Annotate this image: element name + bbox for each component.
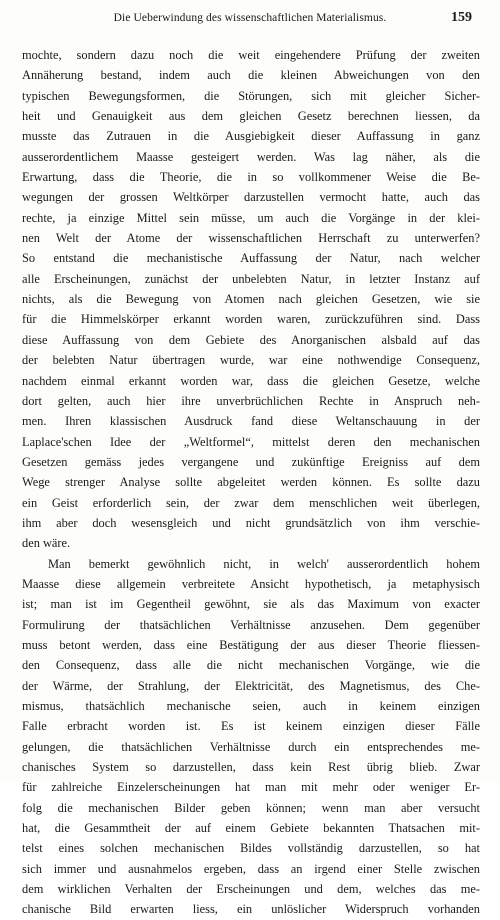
- text-line: Wege strenger Analyse sollte abgeleitet werden können. Es sollte dazu: [22, 475, 480, 490]
- text-line: Man bemerkt gewöhnlich nicht, in welch' ausserordentlich hohem: [48, 556, 480, 571]
- text-line: Formulirung der thatsächlichen Verhältnisse anzusehen. Dem gegenüber: [22, 617, 480, 632]
- text-line: für zahlreiche Einzelerscheinungen hat man mit mehr oder weniger Er-: [22, 780, 480, 795]
- text-line: Falle erbracht worden ist. Es ist keinem einzigen dieser Fälle: [22, 719, 480, 734]
- text-line: der Wärme, der Strahlung, der Elektricität, des Magnetismus, des Che-: [22, 678, 480, 693]
- text-line: ihm aber doch wesensgleich und nicht grundsätzlich von ihm verschie-: [22, 515, 480, 530]
- text-line: ein Geist erforderlich sein, der zwar dem menschlichen weit überlegen,: [22, 495, 480, 510]
- paragraph-2: [22, 554, 480, 920]
- text-line: alle Erscheinungen, zunächst der unbelebten Natur, in letzter Instanz auf: [22, 271, 480, 286]
- text-line: Annäherung bestand, indem auch die kleinen Abweichungen von den: [22, 68, 480, 83]
- text-line: den Consequenz, dass alle die nicht mechanischen Vorgänge, wie die: [22, 658, 480, 673]
- text-line: Laplace'schen Idee der „Weltformel“, mittelst deren den mechanischen: [22, 434, 480, 449]
- text-line: So entstand die mechanistische Auffassung der Natur, nach welcher: [22, 251, 480, 266]
- text-line: mochte, sondern dazu noch die weit eingehendere Prüfung der zweiten: [22, 48, 480, 62]
- paragraph-1: [22, 45, 480, 554]
- text-line: folg die mechanischen Bilder geben können; wenn man aber versucht: [22, 800, 480, 815]
- text-line: men. Ihren klassischen Ausdruck fand diese Weltanschauung in der: [22, 414, 480, 429]
- text-line: ausserordentlichem Maasse gesteigert werden. Was lag näher, als die: [22, 149, 480, 164]
- page-number: 159: [451, 10, 472, 25]
- body-text: [22, 45, 480, 920]
- text-line: gelungen, die thatsächlichen Verhältnisse durch ein entsprechendes me-: [22, 739, 480, 754]
- text-line: für die Himmelskörper erkannt worden waren, zurückzuführen sind. Dass: [22, 312, 480, 327]
- text-line: rechte, ja einzige Mittel sein müsse, um auch die Vorgänge in der klei-: [22, 210, 480, 225]
- text-line: chanisches System so darzustellen, dass kein Rest übrig blieb. Zwar: [22, 760, 480, 775]
- text-line: nichts, als die Bewegung von Atomen nach gleichen Gesetzen, wie sie: [22, 292, 480, 307]
- text-line: hat, die Gesammtheit der auf einem Gebiete bekannten Thatsachen mit-: [22, 821, 480, 836]
- text-line: typischen Bewegungsformen, die Störungen, sich mit gleicher Sicher-: [22, 88, 480, 103]
- text-line: dem wirklichen Verhalten der Erscheinungen und dem, welches das me-: [22, 882, 480, 897]
- text-line: den wäre.: [22, 536, 71, 551]
- text-line: heit und Genauigkeit aus dem gleichen Gesetz berechnen liessen, da: [22, 109, 480, 124]
- text-line: der belebten Natur übertragen wurde, war eine nothwendige Consequenz,: [22, 353, 480, 368]
- text-line: telst eines solchen mechanischen Bildes vollständig darzustellen, so hat: [22, 841, 480, 856]
- text-line: wegungen der grossen Weltkörper darzustellen vermocht hatte, auch das: [22, 190, 480, 205]
- text-line: nen Welt der Atome der wissenschaftlichen Herrschaft zu unterwerfen?: [22, 231, 480, 246]
- text-line: dort gelten, auch hier ihre unverbrüchlichen Rechte in Anspruch neh-: [22, 393, 480, 408]
- text-line: Erwartung, dass die Theorie, die in so vollkommener Weise die Be-: [22, 170, 480, 185]
- text-line: diese Auffassung von dem Gebiete des Anorganischen alsbald auf das: [22, 332, 480, 347]
- text-line: musste das Zutrauen in die Ausgiebigkeit dieser Auffassung in ganz: [22, 129, 480, 144]
- running-title: Die Ueberwindung des wissenschaftlichen Materialismus.: [113, 12, 387, 24]
- running-header: [22, 12, 478, 28]
- text-line: sich immer und ausnahmelos ergeben, dass an irgend einer Stelle zwischen: [22, 861, 480, 876]
- text-line: muss betont werden, dass eine Bestätigung der aus dieser Theorie fliessen-: [22, 637, 480, 652]
- text-line: Gesetzen gemäss jedes vergangene und zukünftige Ereigniss auf dem: [22, 454, 480, 469]
- text-line: ist; man ist im Gegentheil gewöhnt, sie als das Maximum von exacter: [22, 597, 480, 612]
- text-line: nachdem einmal erkannt worden war, dass die gleichen Gesetze, welche: [22, 373, 480, 388]
- text-line: chanische Bild erwarten liess, ein unlöslicher Widerspruch vorhanden: [22, 902, 480, 917]
- text-line: mismus, thatsächlich mechanische seien, auch in keinem einzigen: [22, 699, 480, 713]
- text-line: Maasse diese allgemein verbreitete Ansicht hypothetisch, ja metaphysisch: [22, 576, 480, 591]
